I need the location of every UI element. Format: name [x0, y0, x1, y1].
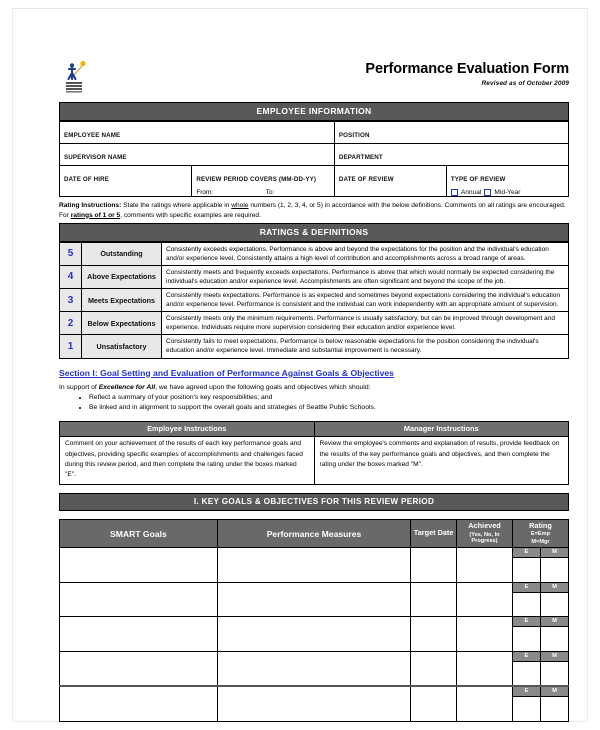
- department-cell[interactable]: [334, 143, 568, 165]
- rating-em-header: [513, 617, 568, 627]
- rating-input-e[interactable]: [513, 558, 541, 582]
- page-title: Performance Evaluation Form: [365, 61, 569, 77]
- checkbox-annual[interactable]: [451, 189, 458, 196]
- smart-goals-cell[interactable]: [60, 651, 218, 686]
- table-row: [60, 288, 569, 311]
- page-sheet: [12, 8, 588, 722]
- rating-em-grid: [513, 687, 568, 721]
- revision-note: Revised as of October 2009: [481, 79, 569, 87]
- rating-definition-1: Consistently fails to meet expectations. Performance is below reasonable expectations for the position considering the individual's education and/or experience level. Immediate and substantial improvement is necessary.: [162, 335, 569, 358]
- table-row: [60, 265, 569, 288]
- key-goals-table: [59, 519, 569, 722]
- rating-label-e: E: [513, 583, 541, 593]
- section-one-intro-emphasis: Excellence for All: [98, 383, 156, 391]
- rating-name-2: Below Expectations: [82, 312, 162, 335]
- rating-cell: [512, 617, 568, 652]
- rating-em-header: [513, 687, 568, 697]
- rating-em-header: [513, 652, 568, 662]
- rating-input-m[interactable]: [540, 627, 568, 651]
- form-content: [59, 54, 569, 722]
- performance-measures-cell[interactable]: [217, 582, 410, 617]
- column-header-target-date: Target Date: [411, 519, 457, 548]
- department-label: DEPARTMENT: [338, 154, 383, 161]
- rating-em-inputs: [513, 697, 568, 721]
- rating-instructions-ratings15: ratings of 1 or 5: [70, 211, 121, 219]
- review-period-from-label: From:: [196, 189, 214, 196]
- rating-instructions: [59, 201, 569, 220]
- rating-score-4: 4: [60, 265, 82, 288]
- rating-em-header: [513, 548, 568, 558]
- table-row: [60, 242, 569, 265]
- rating-definition-2: Consistently meets only the minimum requirements. Performance is usually satisfactory, but can be improved through development and experience. Individuals require more supervision considering their education and/or experience level.: [162, 312, 569, 335]
- employee-information-band: EMPLOYEE INFORMATION: [59, 102, 569, 121]
- rating-input-e[interactable]: [513, 627, 541, 651]
- rating-score-5: 5: [60, 242, 82, 265]
- target-date-cell[interactable]: [411, 548, 457, 583]
- rating-em-grid: [513, 652, 568, 686]
- rating-em-header: [513, 583, 568, 593]
- rating-input-e[interactable]: [513, 661, 541, 685]
- date-of-hire-label: DATE OF HIRE: [64, 176, 109, 183]
- employee-instructions-text: Comment on your achievement of the results of each key performance goals and objectives, providing specific examples of accomplishments and challenges faced during this review period, and then complete the rating under the boxes marked "E".: [60, 436, 315, 484]
- table-row: [60, 548, 569, 583]
- rating-em-inputs: [513, 661, 568, 685]
- rating-label-e: E: [513, 652, 541, 662]
- rating-instructions-line1b: numbers (1, 2, 3, 4, or 5) in accordance with the below definitions.: [250, 202, 443, 209]
- manager-instructions-text: Review the employee's comments and explanation of results, provide feedback on the results of the key performance goals and objectives, and then complete the rating under the boxes marked "M".: [314, 436, 569, 484]
- rating-em-inputs: [513, 592, 568, 616]
- rating-input-m[interactable]: [540, 558, 568, 582]
- table-row: [60, 436, 569, 484]
- achieved-cell[interactable]: [457, 617, 513, 652]
- list-item: • Reflect a summary of your position's key responsibilities; and: [89, 393, 569, 404]
- rating-input-m[interactable]: [540, 697, 568, 721]
- rating-input-m[interactable]: [540, 661, 568, 685]
- district-logo-icon: [61, 60, 91, 94]
- rating-name-3: Meets Expectations: [82, 288, 162, 311]
- rating-definition-4: Consistently meets and frequently exceeds expectations. Performance is above that which would normally be expected considering the individual's education and/or experience level. Accomplishments are often significant and beyond the scope of the job.: [162, 265, 569, 288]
- date-of-review-label: DATE OF REVIEW: [338, 176, 394, 183]
- rating-score-3: 3: [60, 288, 82, 311]
- manager-instructions-header: Manager Instructions: [314, 422, 569, 437]
- smart-goals-cell[interactable]: [60, 617, 218, 652]
- rating-label-m: M: [540, 652, 568, 662]
- rating-label-m: M: [540, 548, 568, 558]
- column-header-rating-note-m: M=Mgr: [531, 538, 550, 545]
- ratings-definitions-band: RATINGS & DEFINITIONS: [59, 223, 569, 242]
- rating-name-1: Unsatisfactory: [82, 335, 162, 358]
- smart-goals-cell[interactable]: [60, 686, 218, 721]
- review-period-to-label: To:: [265, 189, 275, 196]
- rating-definition-5: Consistently exceeds expectations. Performance is above and beyond the expectations for the position and the individual's education and/or experience level. Consistently attains a high level of contribution and accomplishments across a broad range of areas.: [162, 242, 569, 265]
- rating-input-e[interactable]: [513, 697, 541, 721]
- supervisor-name-cell[interactable]: [60, 143, 335, 165]
- table-row: [60, 143, 569, 165]
- rating-score-2: 2: [60, 312, 82, 335]
- review-period-cell[interactable]: [192, 165, 335, 197]
- achieved-cell[interactable]: [457, 686, 513, 721]
- position-cell[interactable]: [334, 121, 568, 143]
- column-header-rating: [512, 519, 568, 548]
- rating-label-m: M: [540, 583, 568, 593]
- table-row: [60, 582, 569, 617]
- achieved-cell[interactable]: [457, 582, 513, 617]
- section-one-intro: [59, 384, 569, 391]
- rating-label-e: E: [513, 687, 541, 697]
- rating-em-grid: [513, 617, 568, 651]
- column-header-achieved-title: Achieved: [468, 521, 501, 531]
- table-row: [60, 121, 569, 143]
- rating-definition-3: Consistently meets expectations. Performance is as expected and sometimes beyond expectations considering the individual's education and/or experience level. Performance is consistent and the individual can work independently with an appropriate amount of supervision.: [162, 288, 569, 311]
- rating-input-m[interactable]: [540, 592, 568, 616]
- rating-cell: [512, 582, 568, 617]
- rating-instructions-lead: Rating Instructions:: [59, 202, 122, 209]
- table-row: [60, 312, 569, 335]
- date-of-review-cell[interactable]: [334, 165, 446, 197]
- performance-measures-cell[interactable]: [217, 686, 410, 721]
- section-one-bullets: [59, 393, 569, 415]
- rating-cell: [512, 686, 568, 721]
- section-one-heading: Section I: Goal Setting and Evaluation of Performance Against Goals & Objectives: [59, 367, 394, 378]
- achieved-cell[interactable]: [457, 548, 513, 583]
- column-header-rating-title: Rating: [529, 520, 552, 530]
- key-goals-band: I. KEY GOALS & OBJECTIVES FOR THIS REVIEW PERIOD: [59, 493, 569, 511]
- type-of-review-label: TYPE OF REVIEW: [450, 176, 506, 183]
- rating-input-e[interactable]: [513, 592, 541, 616]
- supervisor-name-label: SUPERVISOR NAME: [64, 154, 127, 161]
- table-row: [60, 165, 569, 197]
- document-header: [59, 54, 569, 102]
- employee-information-table: [59, 121, 569, 198]
- column-header-smart-goals: SMART Goals: [60, 519, 218, 548]
- rating-em-grid: [513, 548, 568, 582]
- smart-goals-cell[interactable]: [60, 548, 218, 583]
- performance-measures-cell[interactable]: [217, 548, 410, 583]
- employee-instructions-header: Employee Instructions: [60, 422, 315, 437]
- employee-name-cell[interactable]: [60, 121, 335, 143]
- date-of-hire-cell[interactable]: [60, 165, 192, 197]
- table-header-row: [60, 519, 569, 548]
- target-date-cell[interactable]: [411, 617, 457, 652]
- checkbox-mid-year[interactable]: [484, 189, 491, 196]
- rating-name-4: Above Expectations: [82, 265, 162, 288]
- review-period-label: REVIEW PERIOD COVERS (MM-DD-YY): [196, 176, 317, 183]
- rating-instructions-line1a: State the ratings where applicable in: [123, 202, 230, 209]
- rating-em-inputs: [513, 627, 568, 651]
- rating-em-grid: [513, 583, 568, 617]
- rating-instructions-line2a: Comments on all ratings are encouraged. For: [59, 202, 566, 219]
- rating-label-e: E: [513, 548, 541, 558]
- rating-label-m: M: [540, 617, 568, 627]
- employee-name-label: EMPLOYEE NAME: [64, 132, 121, 139]
- position-label: POSITION: [338, 132, 370, 139]
- column-header-achieved: [457, 519, 513, 548]
- rating-name-5: Outstanding: [82, 242, 162, 265]
- target-date-cell[interactable]: [411, 582, 457, 617]
- smart-goals-cell[interactable]: [60, 582, 218, 617]
- rating-instructions-whole: whole: [231, 202, 249, 209]
- target-date-cell[interactable]: [411, 686, 457, 721]
- achieved-cell[interactable]: [457, 651, 513, 686]
- column-header-performance-measures: Performance Measures: [217, 519, 410, 548]
- checkbox-annual-label: Annual: [460, 189, 482, 196]
- table-row: [60, 617, 569, 652]
- performance-measures-cell[interactable]: [217, 651, 410, 686]
- instructions-table: [59, 421, 569, 485]
- rating-label-m: M: [540, 687, 568, 697]
- rating-label-e: E: [513, 617, 541, 627]
- column-header-achieved-note: (Yes, No, In Progress): [469, 531, 500, 545]
- table-row: [60, 335, 569, 358]
- table-row: [60, 651, 569, 686]
- checkbox-mid-year-label: Mid-Year: [494, 189, 521, 196]
- rating-cell: [512, 651, 568, 686]
- performance-measures-cell[interactable]: [217, 617, 410, 652]
- table-row: [60, 686, 569, 721]
- rating-score-1: 1: [60, 335, 82, 358]
- section-one-intro-a: In support of: [59, 383, 97, 391]
- ratings-definitions-table: [59, 242, 569, 359]
- list-item: • Be linked and in alignment to support the overall goals and strategies of Seattle Public Schools.: [89, 403, 569, 414]
- rating-cell: [512, 548, 568, 583]
- column-header-rating-note-e: E=Emp: [530, 531, 551, 538]
- rating-em-inputs: [513, 558, 568, 582]
- table-row: [60, 422, 569, 437]
- rating-instructions-line2b: , comments with specific examples are required.: [120, 211, 261, 219]
- section-one-intro-b: , we have agreed upon the following goals and objectives which should:: [155, 383, 371, 391]
- target-date-cell[interactable]: [411, 651, 457, 686]
- type-of-review-cell: [446, 165, 568, 197]
